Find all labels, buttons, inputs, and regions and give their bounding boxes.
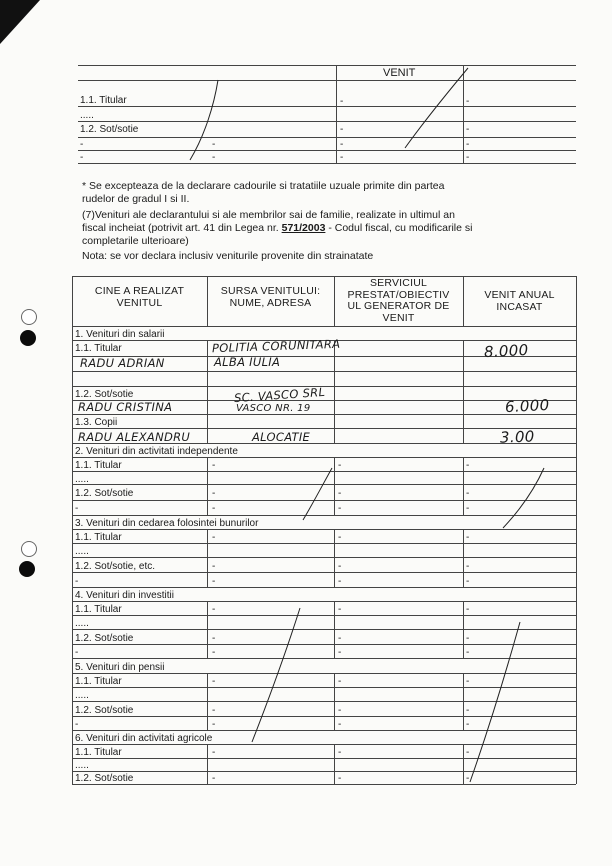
cell-dash: - xyxy=(212,647,216,658)
section-4-title: 4. Venituri din investitii xyxy=(75,590,174,601)
cell-dash: - xyxy=(466,124,470,135)
cell-dash: - xyxy=(212,604,216,615)
cell-dash: - xyxy=(466,747,470,758)
cell-dash: - xyxy=(338,647,342,658)
cell-dash: - xyxy=(338,705,342,716)
section-3-title: 3. Venituri din cedarea folosintei bunurilor xyxy=(75,518,259,529)
handwritten-child-amount: 3.00 xyxy=(499,427,535,447)
strike-line xyxy=(190,80,218,160)
cell-dash: - xyxy=(212,503,216,514)
cell-dash: - xyxy=(338,561,342,572)
note-section7-line3: completarile ulterioare) xyxy=(82,235,189,247)
section-2-title: 2. Venituri din activitati independente xyxy=(75,446,238,457)
cell-dash: - xyxy=(212,719,216,730)
header-who-line: VENITUL xyxy=(116,296,163,309)
handwritten-child-name: RADU ALEXANDRU xyxy=(78,430,191,444)
header-source-line: NUME, ADRESA xyxy=(229,296,312,309)
strike-line xyxy=(303,468,332,520)
cell-dash: - xyxy=(212,139,216,150)
strike-line xyxy=(503,468,544,528)
cell-dash: - xyxy=(466,460,470,471)
note-law-text: - Codul fiscal, cu modificarile si xyxy=(325,222,473,234)
cell-dash: - xyxy=(212,633,216,644)
header-service-line: PRESTAT/OBIECTIV xyxy=(347,288,450,301)
cell-dash: - xyxy=(466,705,470,716)
cell-dash: - xyxy=(338,532,342,543)
sec6-dots: ..... xyxy=(75,760,89,771)
cell-dash: - xyxy=(466,647,470,658)
cell-dash: - xyxy=(338,503,342,514)
note-law-text: fiscal incheiat (potrivit art. 41 din Legea nr. xyxy=(82,222,282,234)
cell-dash: - xyxy=(466,152,470,163)
cell-dash: - xyxy=(212,460,216,471)
cell-dash: - xyxy=(338,633,342,644)
sec5-dash: - xyxy=(75,719,79,730)
sec2-dots: ..... xyxy=(75,474,89,485)
sec3-sot-label: 1.2. Sot/sotie, etc. xyxy=(75,561,156,572)
header-income-line: VENIT ANUAL xyxy=(484,289,555,301)
cell-dash: - xyxy=(466,604,470,615)
sec1-copii-label: 1.3. Copii xyxy=(75,417,118,428)
header-source-line: SURSA VENITULUI: xyxy=(220,285,321,297)
cell-dash: - xyxy=(212,676,216,687)
cell-dash: - xyxy=(338,719,342,730)
top-row-sot: 1.2. Sot/sotie xyxy=(80,124,139,135)
cell-dash: - xyxy=(466,532,470,543)
cell-dash: - xyxy=(340,139,344,150)
cell-dash: - xyxy=(466,139,470,150)
note-exception-line1: * Se excepteaza de la declarare cadourile si tratatiile uzuale primite din partea xyxy=(82,180,445,192)
header-who-line: CINE A REALIZAT xyxy=(94,285,185,297)
cell-dash: - xyxy=(212,576,216,587)
cell-dash: - xyxy=(338,604,342,615)
sec4-sot-label: 1.2. Sot/sotie xyxy=(75,633,134,644)
top-row-dots: ..... xyxy=(80,110,94,121)
note-foreign-income: Nota: se vor declara inclusiv veniturile provenite din strainatate xyxy=(82,250,374,262)
handwritten-spouse-address: VASCO NR. 19 xyxy=(236,403,311,414)
sec3-dots: ..... xyxy=(75,546,89,557)
sec1-sot-label: 1.2. Sot/sotie xyxy=(75,389,134,400)
sec5-sot-label: 1.2. Sot/sotie xyxy=(75,705,134,716)
sec2-sot-label: 1.2. Sot/sotie xyxy=(75,488,134,499)
cell-dash: - xyxy=(212,561,216,572)
header-income-line: INCASAT xyxy=(496,300,543,313)
header-service-line: SERVICIUL xyxy=(369,277,428,289)
strike-line xyxy=(470,622,520,782)
cell-dash: - xyxy=(466,96,470,107)
cell-dash: - xyxy=(466,773,470,784)
cell-dash: - xyxy=(338,488,342,499)
handwritten-titular-source: POLITIA CORUNITARA xyxy=(211,336,341,356)
note-exception-line2: rudelor de gradul I si II. xyxy=(82,193,190,205)
top-row-titular: 1.1. Titular xyxy=(80,95,127,106)
header-service-line: UL GENERATOR DE xyxy=(347,300,450,312)
sec4-dots: ..... xyxy=(75,618,89,629)
cell-dash: - xyxy=(340,96,344,107)
sec2-dash: - xyxy=(75,503,79,514)
handwritten-titular-amount: 8.000 xyxy=(483,340,529,362)
top-row-dash: - xyxy=(80,139,84,150)
note-section7-line1: (7)Venituri ale declarantului si ale membrilor sai de familie, realizate in ultimul an xyxy=(82,209,455,221)
cell-dash: - xyxy=(466,576,470,587)
cell-dash: - xyxy=(338,676,342,687)
cell-dash: - xyxy=(466,676,470,687)
cell-dash: - xyxy=(212,747,216,758)
cell-dash: - xyxy=(466,488,470,499)
cell-dash: - xyxy=(212,773,216,784)
handwritten-spouse-source: SC. VASCO SRL xyxy=(233,384,326,406)
sec2-titular-label: 1.1. Titular xyxy=(75,460,122,471)
section-5-title: 5. Venituri din pensii xyxy=(75,662,165,673)
cell-dash: - xyxy=(212,152,216,163)
strike-line xyxy=(252,608,300,742)
cell-dash: - xyxy=(212,488,216,499)
section-6-title: 6. Venituri din activitati agricole xyxy=(75,733,213,744)
handwritten-spouse-name: RADU CRISTINA xyxy=(78,400,173,414)
cell-dash: - xyxy=(338,460,342,471)
handwritten-titular-name: RADU ADRIAN xyxy=(80,356,165,370)
sec6-sot-label: 1.2. Sot/sotie xyxy=(75,773,134,784)
law-number: 571/2003 xyxy=(281,222,326,234)
cell-dash: - xyxy=(338,773,342,784)
cell-dash: - xyxy=(466,633,470,644)
handwritten-spouse-amount: 6.000 xyxy=(504,395,550,417)
sec3-dash: - xyxy=(75,576,79,587)
cell-dash: - xyxy=(466,503,470,514)
cell-dash: - xyxy=(466,561,470,572)
cell-dash: - xyxy=(338,576,342,587)
sec1-titular-label: 1.1. Titular xyxy=(75,343,122,354)
section-1-title: 1. Venituri din salarii xyxy=(75,329,165,340)
sec4-titular-label: 1.1. Titular xyxy=(75,604,122,615)
sec3-titular-label: 1.1. Titular xyxy=(75,532,122,543)
handwritten-titular-address: ALBA IULIA xyxy=(214,355,281,369)
cell-dash: - xyxy=(338,747,342,758)
sec4-dash: - xyxy=(75,647,79,658)
header-service-line: VENIT xyxy=(382,311,415,324)
sec5-titular-label: 1.1. Titular xyxy=(75,676,122,687)
cell-dash: - xyxy=(212,532,216,543)
strike-line xyxy=(405,68,468,148)
top-row-dash: - xyxy=(80,152,84,163)
cell-dash: - xyxy=(466,719,470,730)
handwritten-child-source: ALOCATIE xyxy=(252,430,311,444)
cell-dash: - xyxy=(340,152,344,163)
top-table-header: VENIT xyxy=(383,67,416,79)
cell-dash: - xyxy=(340,124,344,135)
sec6-titular-label: 1.1. Titular xyxy=(75,747,122,758)
cell-dash: - xyxy=(212,705,216,716)
sec5-dots: ..... xyxy=(75,690,89,701)
